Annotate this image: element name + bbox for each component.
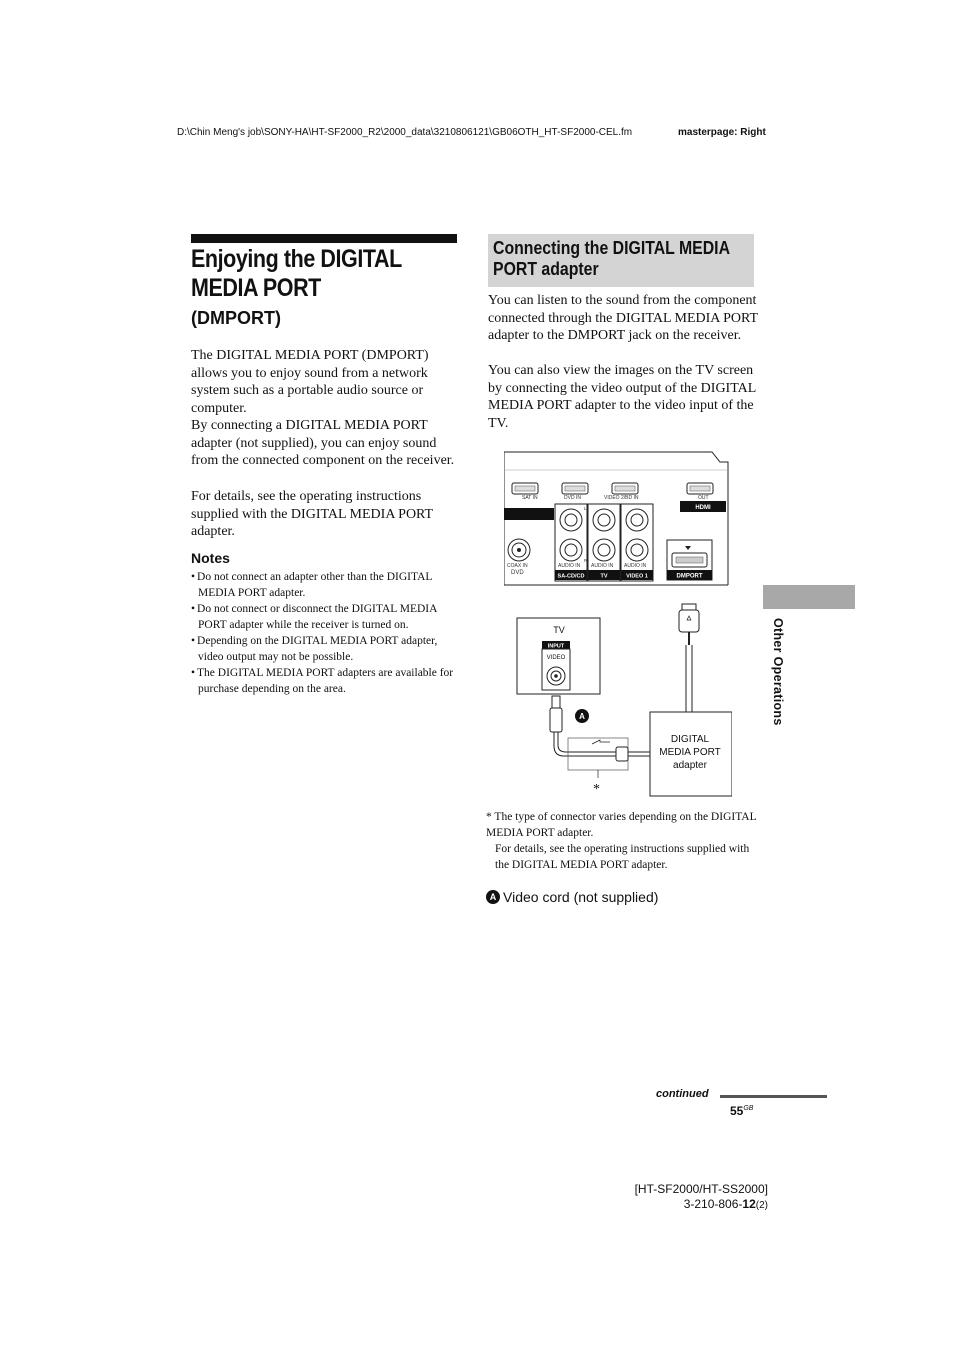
dvd-label: DVD [511, 570, 524, 576]
footnote-text-2: For details, see the operating instructions supplied with the DIGITAL MEDIA PORT adapter. [495, 843, 750, 871]
code-bold: 12 [742, 1197, 756, 1211]
diagram-footnote [486, 809, 758, 873]
coax-jack [508, 539, 530, 561]
model-info [600, 1182, 768, 1213]
intro-paragraph-1: The DIGITAL MEDIA PORT (DMPORT) allows you to enjoy sound from a network system such as a portable audio source or computer. [191, 348, 429, 416]
page-number-value: 55 [730, 1104, 744, 1118]
hdmi-badge-text: HDMI [695, 505, 711, 511]
audio-in-label-2: AUDIO IN [591, 563, 614, 569]
code-suffix: (2) [755, 1200, 768, 1211]
notes-list [191, 569, 459, 697]
group-label-sacd: SA-CD/CD [557, 573, 585, 580]
notes-heading: Notes [191, 550, 230, 566]
file-path: D:\Chin Meng's job\SONY-HA\HT-SF2000_R2\2000_data\3210806121\GB06OTH_HT-SF2000-CEL.fm [177, 127, 633, 138]
group-label-tv: TV [600, 573, 608, 580]
note-item: • Depending on the DIGITAL MEDIA PORT adapter, video output may not be possible. [191, 633, 459, 665]
cord-asterisk: * [593, 782, 600, 797]
tv-input-badge: INPUT [547, 643, 565, 650]
connection-diagram [504, 450, 732, 800]
dmport-plug [679, 604, 699, 712]
model-name: [HT-SF2000/HT-SS2000] [634, 1182, 768, 1196]
adapter-label-line-1: DIGITAL [670, 734, 710, 745]
footnote-marker: * [486, 811, 492, 823]
section-title: Connecting the DIGITAL MEDIA PORT adapter [493, 238, 730, 279]
legend-text: Video cord (not supplied) [503, 889, 659, 905]
audio-in-label-1: AUDIO IN [558, 563, 581, 569]
footnote-text-1: The type of connector varies depending on the DIGITAL MEDIA PORT adapter. [486, 811, 757, 839]
audio-in-label-3: AUDIO IN [624, 563, 647, 569]
audio-jacks [555, 504, 653, 581]
legend-marker-a: A [486, 890, 500, 904]
tv-video-label: VIDEO [546, 655, 566, 661]
group-label-video1: VIDEO 1 [626, 573, 648, 580]
connect-paragraph-2: You can also view the images on the TV screen by connecting the video output of the DIGITAL MEDIA PORT adapter to the video input of the TV. [488, 363, 756, 431]
diagram-legend [486, 889, 658, 905]
hdmi-out-label: OUT [698, 495, 709, 501]
intro-paragraph-3: For details, see the operating instructions supplied with the DIGITAL MEDIA PORT adapter. [191, 489, 433, 539]
page-subtitle: (DMPORT) [191, 308, 281, 328]
connect-paragraph-1: You can listen to the sound from the component connected through the DIGITAL MEDIA PORT adapter to the DMPORT jack on the receiver. [488, 293, 758, 343]
section-side-label [770, 618, 790, 748]
note-item: • The DIGITAL MEDIA PORT adapters are available for purchase depending on the area. [191, 665, 459, 697]
page-number [730, 1104, 753, 1118]
page-number-suffix: GB [743, 1105, 754, 1112]
hdmi-sat-in-label: SAT IN [522, 495, 538, 501]
coax-label: COAX IN [507, 563, 528, 569]
adapter-label-line-2: MEDIA PORT [659, 747, 721, 758]
video-cord [550, 696, 650, 778]
adapter-label-line-3: adapter [673, 760, 707, 771]
section-tab-marker [763, 585, 855, 609]
title-rule [191, 234, 457, 243]
hdmi-video2-label: VIDEO 2/BD IN [604, 495, 639, 501]
code-prefix: 3-210-806- [683, 1197, 743, 1211]
section-heading-box [488, 234, 754, 287]
note-item: • Do not connect an adapter other than the DIGITAL MEDIA PORT adapter. [191, 569, 459, 601]
continued-label: continued [656, 1088, 709, 1100]
footnote-line-1 [486, 809, 758, 841]
note-item: • Do not connect or disconnect the DIGITAL MEDIA PORT adapter while the receiver is turned on. [191, 601, 459, 633]
r-label: R [584, 558, 588, 563]
masterpage-label: masterpage: Right [678, 127, 766, 138]
intro-paragraph-2: By connecting a DIGITAL MEDIA PORT adapter (not supplied), you can enjoy sound from the connected component on the receiver. [191, 418, 455, 468]
page-title: Enjoying the DIGITAL MEDIA PORT [191, 245, 402, 302]
cord-marker-a-text: A [579, 712, 585, 721]
hdmi-dvd-in-label: DVD IN [564, 495, 581, 501]
panel-bar [504, 508, 554, 520]
l-label: L [584, 506, 587, 511]
section-side-label-text: Other Operations [771, 618, 785, 726]
dmport-label: DMPORT [676, 573, 703, 580]
document-code [600, 1197, 768, 1213]
continued-rule [720, 1095, 827, 1098]
hdmi-jacks [512, 483, 713, 494]
tv-label: TV [553, 625, 565, 635]
